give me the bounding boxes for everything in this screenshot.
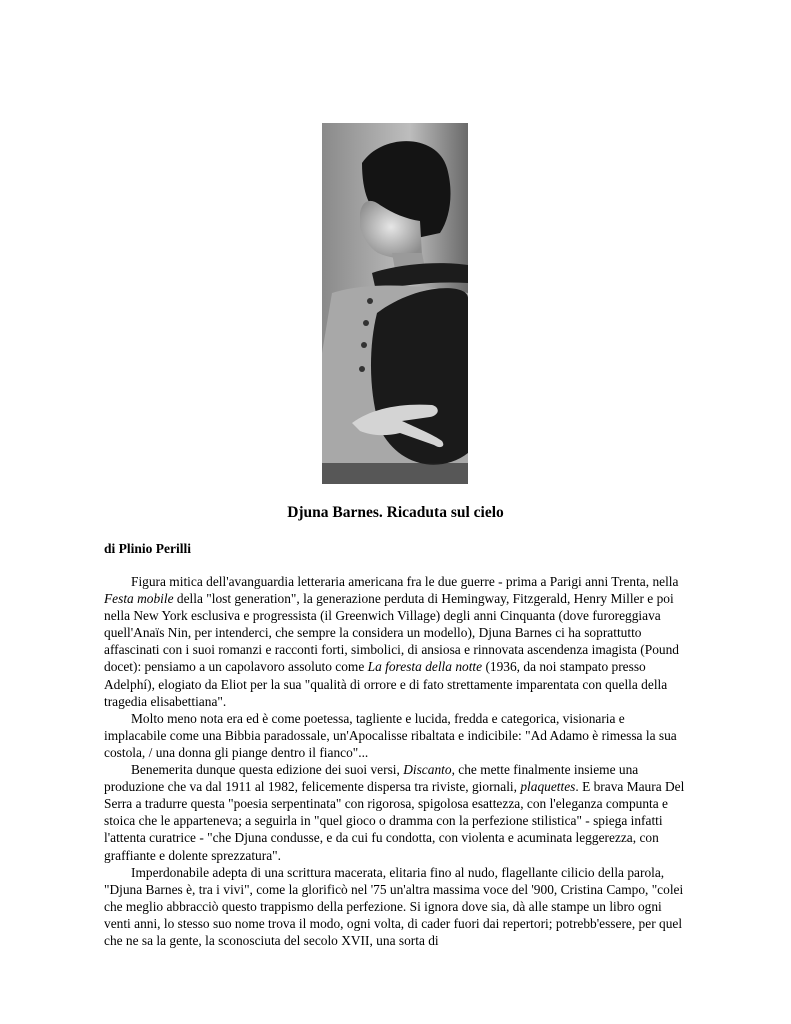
paragraph-text: . E brava Maura Del Serra a tradurre questa "poesia serpentinata" con rigorosa, spigolosa esattezza, con l'eleganza compunta e stoica che le apparteneva; a seguirla in "quel gioco o dramma con la perfezione stilistica" - spiega infatti l'attenta curatrice - "che Djuna condusse, e da cui fu condotta, con violenta e acuminata leggerezza, con graffiante e dolente sprezzatura".: [104, 779, 685, 863]
italic-title-text: Festa mobile: [104, 591, 174, 607]
italic-title-text: plaquettes: [520, 779, 576, 795]
article-paragraph: [104, 710, 690, 761]
article-paragraph: [104, 864, 690, 949]
paragraph-text: Figura mitica dell'avanguardia letteraria americana fra le due guerre - prima a Parigi anni Trenta, nella: [131, 574, 679, 589]
paragraph-text: (1936, da noi stampato presso Adelphí), elogiato da Eliot per la sua "qualità di orrore e di fato strettamente imparentata con quella della tragedia elisabettiana".: [104, 659, 668, 709]
italic-title-text: Discanto: [403, 762, 452, 778]
article-body: [104, 573, 690, 949]
paragraph-text: Benemerita dunque questa edizione dei suoi versi,: [131, 762, 404, 778]
article-paragraph: [104, 573, 690, 710]
article-paragraph: [104, 761, 690, 864]
article-byline: di Plinio Perilli: [104, 541, 191, 556]
article-title: Djuna Barnes. Ricaduta sul cielo: [287, 504, 504, 521]
paragraph-text: della "lost generation", la generazione perduta di Hemingway, Fitzgerald, Henry Miller e poi nella New York esclusiva e progressista (il Greenwich Village) degli anni Cinquanta (dove furoreggiava quell'Anaïs Nin, per intenderci, che sempre la considera un modello), Djuna Barnes ci ha soprattutto affascinati con i suoi romanzi e racconti forti, simbolici, di ansiosa e rinnovata ascendenza imagista (Pound docet): pensiamo a un capolavoro assoluto come: [104, 591, 679, 675]
italic-title-text: La foresta della notte: [367, 659, 483, 675]
paragraph-text: , che mette finalmente insieme una produzione che va dal 1911 al 1982, felicemente dispersa tra riviste, giornali,: [104, 762, 639, 795]
paragraph-text: Molto meno nota era ed è come poetessa, tagliente e lucida, fredda e categorica, visionaria e implacabile come una Bibbia paradossale, un'Apocalisse ribaltata e indicibile: "Ad Adamo è rimessa la sua costola, / una donna gli piange dentro il fianco"...: [104, 710, 677, 760]
author-portrait-photo: [322, 123, 468, 484]
paragraph-text: Imperdonabile adepta di una scrittura macerata, elitaria fino al nudo, flagellante cilicio della parola, "Djuna Barnes è, tra i vivi", come la glorificò nel '75 un'altra massima voce del '900, Cristina Campo, "colei che meglio abbracciò questo trappismo della perfezione. Si ignora dove sia, dà alle stampe un libro ogni venti anni, lo stesso suo nome trova il modo, ogni volta, di cader fuori dai repertori; potrebb'essere, per quel che ne sa la gente, la sconosciuta del secolo XVII, una sorta di: [104, 864, 684, 948]
